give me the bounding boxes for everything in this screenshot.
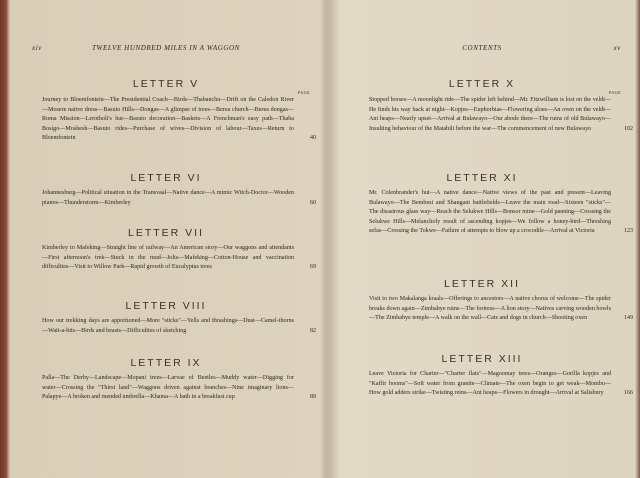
entry-page: 82 — [310, 327, 316, 334]
entry-text: Mr. Colenbrander's hut—A native dance—Native views of the past and present—Leaving Bulawayo—The Bembesi and Shangani battlefields—Leave the main road—Sixteen "sticks"—The disastrous glass way—Reach the Selukwe Hills—Bonsor mine—Gold panning—Crossing the Selukwe Hills—Melancholy result of ascending kopjes—We follow a honey-bird—Threshing sefas—Crossing the Tokwe—Failure of attempts to blow up a crocodile—Arrival at Victoria — [369, 190, 611, 235]
entry-page: 149 — [624, 315, 633, 322]
entry-page: 40 — [310, 135, 316, 142]
entry-page: 60 — [310, 199, 316, 206]
contents-entry — [369, 189, 633, 237]
entry-text: Palla—The Derby—Landscape—Mopani trees—Larvae of Beetles—Muddy water—Digging for water—Crossing the "Thirst land"—Waggons driven against branches—Nine imaginary lions—Palapye—A broken and mended umbrella—Khama—A bath in a breakfast cup — [42, 375, 294, 401]
letter-heading: LETTER VIII — [125, 300, 207, 312]
letter-heading: LETTER XI — [446, 172, 518, 184]
contents-entry — [42, 374, 316, 403]
contents-entry — [369, 96, 633, 134]
contents-entry — [369, 295, 633, 324]
left-page — [12, 0, 320, 478]
entry-text: Stopped horses—A moonlight ride—The spider left behind—Mr. Fitzwilliam is lost on the veldt—He finds his way back at night—Kopjes—Euphorbias—Flowering aloes—An oven on the veldt—Ant heaps—Nearly upset—Arrival at Bulawayo—Our abode there—The ruins of old Bulawayo—Insulting behaviour of the Matabili before the war—The commencement of new Bulawayo — [369, 97, 611, 132]
letter-heading: LETTER VI — [130, 172, 202, 184]
entry-text: Leave Victoria for Charter—"Charter flats"—Magoomay trees—Oranges—Gorilla kopjes and "Kaffir booms"—Soft water from granite—Climate—The oxen begin to get weak—Mombu—How gold adders strike—Twisting reins—Ant heaps—Flowers in drought—Arrival at Salisbury — [369, 371, 611, 397]
entry-text: Journey to Bloemfontein—The Presidential Coach—Birds—Thabanchu—Drift on the Caledon River—Mosere native dress—Basuto Hills—Dongas—A glimpse of trees—Berea church—Berea dongas—Roma Mission—Lerotholi's hut—Basuto decoration—Baskets—A Frenchman's easy path—Thaba Bosigo—Moshesh—Basuto rides—Purchase of wives—Division of labour—Taxes—Return to Bloemfontein — [42, 97, 294, 142]
entry-page: 69 — [310, 264, 316, 271]
page-number: xiv — [32, 44, 42, 52]
entry-text: Kimberley to Mafeking—Straight line of railway—An American story—Our waggons and attendants—First afternoon's trek—Stuck in the mud—Jolts—Mafeking—Cotton-House and vaccination difficulties—Visit to Willow Park—Rapid growth of Eucalyptus trees — [42, 245, 294, 271]
entry-text: How our trekking days are apportioned—More "sticks"—Yells and thrashings—Dust—Camel-thorns—Wait-a-bits—Birds and beasts—Difficulties of sketching — [42, 318, 294, 334]
letter-heading: LETTER IX — [130, 357, 202, 369]
letter-heading: LETTER X — [448, 78, 516, 90]
entry-page: 102 — [624, 125, 633, 132]
contents-entry — [42, 96, 316, 144]
letter-heading: LETTER VII — [127, 227, 204, 239]
contents-entry — [42, 317, 316, 336]
page-column-label: PAGE — [609, 90, 622, 95]
entry-text: Visit to two Makalanga kraals—Offerings to ancestors—A native chorus of welcome—The spider breaks down again—Zimbabye ruins—The fortress—A lion story—Natives carving wooden bowls—The Zimbabye temple—A walk on the wall—Cats and dogs in church—Shooting oxen — [369, 296, 611, 322]
entry-text: Johannesburg—Political situation in the Transvaal—Native dance—A mimic Witch-Doctor—Wooden pianos—Thunderstorm—Kimberley — [42, 190, 294, 206]
right-page — [333, 0, 631, 478]
page-column-label: PAGE — [298, 90, 311, 95]
entry-page: 166 — [624, 390, 633, 397]
contents-entry — [42, 244, 316, 273]
entry-page: 89 — [310, 394, 316, 401]
entry-page: 123 — [624, 228, 633, 235]
running-title: CONTENTS — [462, 44, 502, 52]
letter-heading: LETTER XIII — [441, 353, 523, 365]
page-number: xv — [613, 44, 621, 52]
letter-heading: LETTER XII — [443, 278, 520, 290]
contents-entry — [42, 189, 316, 208]
running-title: TWELVE HUNDRED MILES IN A WAGGON — [92, 44, 240, 52]
letter-heading: LETTER V — [132, 78, 200, 90]
contents-entry — [369, 370, 633, 399]
